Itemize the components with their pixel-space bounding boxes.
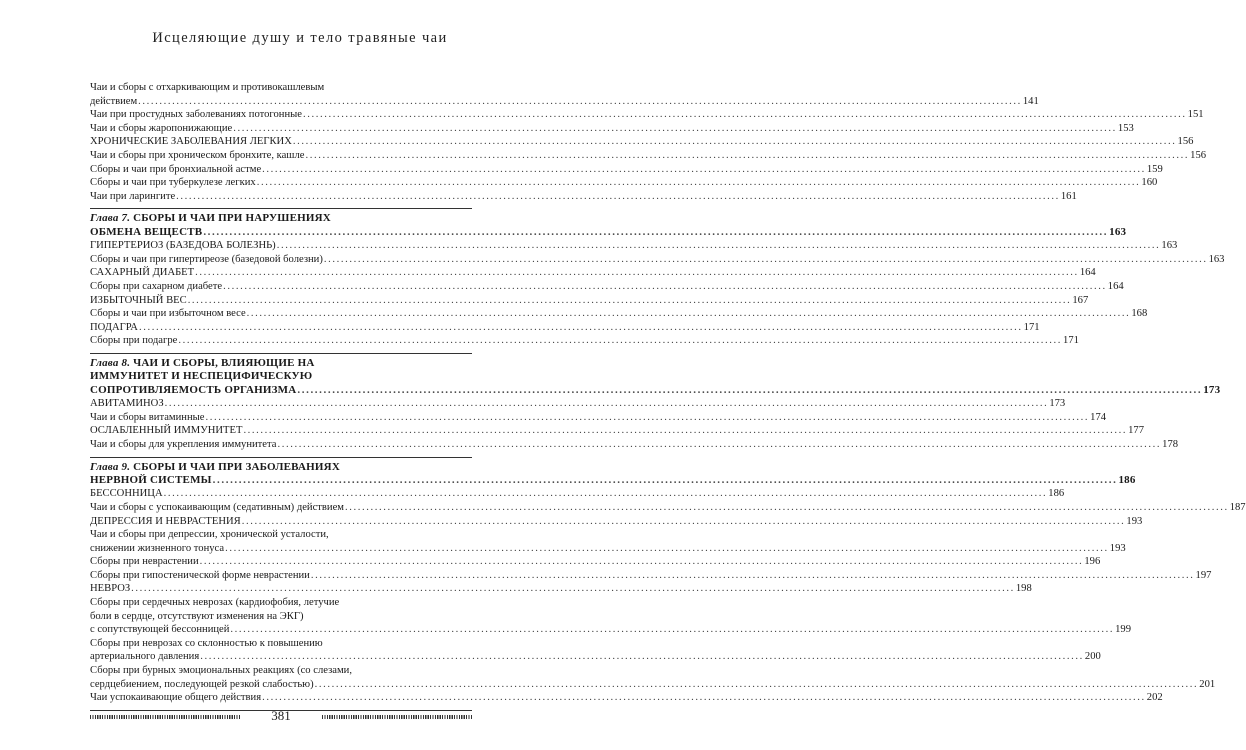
toc-entry-row [90, 569, 1212, 583]
toc-entry-title: Сборы и чаи при избыточном весе [90, 308, 246, 320]
toc-entry [90, 266, 1096, 280]
toc-entry-page: 141 [1022, 95, 1039, 107]
toc-entry-page: 198 [1015, 583, 1032, 595]
toc-entry-row [90, 307, 1148, 321]
toc-entry [90, 280, 1124, 294]
chapter-title-line [90, 357, 472, 370]
toc-entry-page: 177 [1128, 425, 1145, 437]
dot-leader [138, 95, 1022, 109]
chapter-heading [90, 356, 1221, 397]
toc-entry-title: Сборы и чаи при гипертиреозе (базедовой болезни) [90, 253, 323, 265]
toc-entry-row [90, 650, 1101, 664]
running-head: Исцеляющие душу и тело травяные чаи [152, 30, 448, 46]
dot-leader [277, 438, 1161, 452]
dot-leader [257, 176, 1141, 190]
toc-entry-row [90, 280, 1124, 294]
dot-leader [213, 474, 1118, 487]
dot-leader [200, 650, 1084, 664]
dot-leader [188, 294, 1072, 308]
toc-entry-title: снижении жизненного тонуса [90, 542, 225, 554]
toc-entry-page: 196 [1084, 556, 1101, 568]
toc-entry-row [90, 135, 1194, 149]
toc-entry-page: 153 [1117, 122, 1134, 134]
toc-entry-page: 156 [1177, 136, 1194, 148]
chapter-title-last: ОБМЕНА ВЕЩЕСТВ [90, 225, 203, 238]
toc-entry-page: 173 [1049, 398, 1066, 410]
toc-entry [90, 307, 1148, 321]
toc-entry-line: Чаи и сборы с отхаркивающим и противокашлевым [90, 82, 325, 93]
chapter-title-row [90, 383, 1221, 397]
toc-entry-row [90, 582, 1032, 596]
toc-entry-row [90, 411, 1107, 425]
toc-entry-page: 200 [1084, 651, 1101, 663]
toc-entry-page: 161 [1060, 190, 1077, 202]
toc-entry-title: ОСЛАБЛЕННЫЙ ИММУНИТЕТ [90, 425, 243, 437]
toc-entry-title: НЕВРОЗ [90, 583, 131, 595]
toc-entry-title: Чаи и сборы с успокаивающим (седативным) действием [90, 501, 345, 513]
toc-entry [90, 149, 1207, 163]
dot-leader [176, 190, 1060, 204]
chapter-title-row [90, 473, 1136, 487]
toc-entry-row [90, 95, 1039, 109]
dot-leader [131, 582, 1015, 596]
toc-entry-title: Чаи успокаивающие общего действия [90, 692, 262, 704]
toc-entry-title: Сборы и чаи при бронхиальной астме [90, 163, 262, 175]
toc-entry-title: БЕССОННИЦА [90, 488, 163, 500]
toc-entry-page: 167 [1072, 294, 1089, 306]
toc-entry-row [90, 176, 1158, 190]
chapter-title-line [90, 461, 472, 474]
toc-entry [90, 555, 1101, 569]
dot-leader [178, 334, 1062, 348]
toc-entry-title: Сборы при гипостенической форме неврастении [90, 569, 310, 581]
toc-entry [90, 515, 1143, 529]
chapter-title-row [90, 225, 1127, 239]
toc-entry-title: Чаи и сборы для укрепления иммунитета [90, 438, 277, 450]
toc-entry-title: ПОДАГРА [90, 321, 138, 333]
dot-leader [293, 135, 1177, 149]
toc-entry-page: 171 [1063, 335, 1079, 347]
chapter-title-last: СОПРОТИВЛЯЕМОСТЬ ОРГАНИЗМА [90, 383, 297, 396]
dot-leader [311, 569, 1195, 583]
toc-entry-row [90, 122, 1134, 136]
toc-entry-title: Чаи при простудных заболеваниях потогонные [90, 109, 302, 121]
toc-entry [90, 664, 1216, 691]
toc-entry [90, 135, 1194, 149]
toc-entry [90, 190, 1077, 204]
chapter-page: 163 [1109, 225, 1127, 238]
chapter-block [90, 208, 1225, 348]
chapter-block [90, 353, 1221, 452]
chapter-page: 173 [1203, 383, 1221, 396]
toc-entry-page: 197 [1195, 569, 1212, 581]
footer-ornament-right [322, 715, 472, 719]
chapter-title-text: СБОРЫ И ЧАИ ПРИ НАРУШЕНИЯХ [133, 212, 331, 225]
toc-entry-page: 178 [1162, 438, 1179, 450]
chapter-heading [90, 212, 1127, 239]
toc-entry [90, 691, 1163, 705]
toc-entry-line: Сборы при сердечных неврозах (кардиофобия, летучие [90, 597, 340, 609]
toc-entry-row [90, 266, 1096, 280]
toc-entry [90, 321, 1040, 335]
toc-entry [90, 176, 1158, 190]
toc-entry [90, 487, 1065, 501]
toc-entry [90, 163, 1163, 177]
toc-entry-title: действием [90, 95, 138, 107]
dot-leader [164, 487, 1048, 501]
toc-entry-row [90, 424, 1145, 438]
chapter-page: 186 [1118, 473, 1136, 486]
toc-entry-title: Сборы при подагре [90, 335, 178, 347]
toc-entry-row [90, 487, 1065, 501]
toc-entry-row [90, 321, 1040, 335]
dot-leader [139, 321, 1023, 335]
chapter-rule [90, 208, 472, 209]
toc-entry-title: ИЗБЫТОЧНЫЙ ВЕС [90, 294, 187, 306]
chapter-block [90, 457, 1246, 705]
dot-leader [305, 149, 1189, 163]
toc-entry-page: 202 [1146, 692, 1163, 704]
dot-leader [315, 678, 1199, 692]
toc-entry-row [90, 253, 1225, 267]
dot-leader [223, 280, 1107, 294]
toc-entry-page: 163 [1161, 240, 1178, 252]
dot-leader [165, 397, 1049, 411]
toc-entry-page: 186 [1048, 488, 1065, 500]
toc-entry-title: Сборы при сахарном диабете [90, 280, 223, 292]
dot-leader [345, 501, 1229, 515]
dot-leader [247, 307, 1131, 321]
dot-leader [200, 555, 1084, 569]
toc-entry-title: Чаи и сборы при хроническом бронхите, кашле [90, 149, 305, 161]
chapter-rule [90, 457, 472, 458]
toc-entry [90, 239, 1178, 253]
toc-entry [90, 122, 1134, 136]
dot-leader [195, 266, 1079, 280]
dot-leader [324, 253, 1208, 267]
toc-entry-row [90, 555, 1101, 569]
toc-entry [90, 569, 1212, 583]
toc-entry-row [90, 334, 1079, 348]
toc-entry [90, 334, 1079, 348]
toc-entry-page: 187 [1229, 501, 1246, 513]
chapter-number: Глава 7. [90, 212, 131, 225]
page-footer [90, 708, 472, 726]
toc-entry-page: 201 [1199, 678, 1216, 690]
toc-entry-page: 171 [1023, 321, 1040, 333]
page-number: 381 [271, 708, 291, 723]
chapter-number: Глава 8. [90, 356, 131, 369]
dot-leader [277, 239, 1161, 253]
toc-entry-title: артериального давления [90, 651, 200, 663]
toc-entry-page: 151 [1187, 109, 1204, 121]
toc-entry-row [90, 190, 1077, 204]
toc-entry-title: Сборы при неврастении [90, 556, 199, 568]
toc-entry-title: сердцебиением, последующей резкой слабостью) [90, 678, 314, 690]
toc-entry-page: 193 [1109, 542, 1126, 554]
dot-leader [203, 226, 1108, 239]
toc-entry-line: Сборы при неврозах со склонностью к повышению [90, 637, 323, 649]
chapter-title-last: НЕРВНОЙ СИСТЕМЫ [90, 473, 212, 486]
chapter-rule [90, 353, 472, 354]
table-of-contents [90, 81, 1246, 714]
toc-entry-title: Сборы и чаи при туберкулезе легких [90, 177, 256, 189]
toc-entry [90, 501, 1246, 515]
toc-entry-line: Чаи и сборы при депрессии, хронической усталости, [90, 529, 329, 541]
toc-entry-page: 168 [1131, 308, 1148, 320]
toc-entry [90, 81, 1039, 108]
toc-entry-title: Чаи и сборы жаропонижающие [90, 122, 233, 134]
toc-entry-row [90, 678, 1216, 692]
toc-entry-row [90, 542, 1126, 556]
toc-entry-title: ХРОНИЧЕСКИЕ ЗАБОЛЕВАНИЯ ЛЕГКИХ [90, 136, 292, 148]
toc-entry-row [90, 501, 1246, 515]
toc-entry-title: САХАРНЫЙ ДИАБЕТ [90, 267, 195, 279]
chapter-title-line [90, 370, 472, 383]
toc-entry-line: боли в сердце, отсутствуют изменения на ЭКГ) [90, 610, 304, 622]
toc-entry-title: ДЕПРЕССИЯ И НЕВРАСТЕНИЯ [90, 515, 241, 527]
toc-entry-row [90, 623, 1131, 637]
toc-entry-page: 163 [1208, 253, 1225, 265]
toc-entry-row [90, 294, 1089, 308]
toc-entry-title: Чаи при ларингите [90, 190, 176, 202]
dot-leader [230, 623, 1114, 637]
toc-entry-page: 160 [1141, 177, 1158, 189]
dot-leader [262, 163, 1146, 177]
toc-entry-row [90, 163, 1163, 177]
toc-entry-page: 164 [1107, 280, 1124, 292]
toc-entry [90, 108, 1204, 122]
toc-entry-row [90, 691, 1163, 705]
toc-entry [90, 397, 1066, 411]
dot-leader [243, 424, 1127, 438]
toc-entry-page: 174 [1090, 411, 1107, 423]
toc-entry-title: ГИПЕРТЕРИОЗ (БАЗЕДОВА БОЛЕЗНЬ) [90, 240, 276, 252]
dot-leader [297, 384, 1202, 397]
dot-leader [233, 122, 1117, 136]
dot-leader [225, 542, 1109, 556]
dot-leader [262, 691, 1146, 705]
toc-entry-page: 164 [1079, 267, 1096, 279]
toc-entry [90, 528, 1126, 555]
chapter-title-text: ЧАИ И СБОРЫ, ВЛИЯЮЩИЕ НА [133, 356, 315, 369]
toc-entry-page: 199 [1115, 624, 1131, 636]
toc-entry-row [90, 108, 1204, 122]
toc-chapters [90, 208, 1246, 710]
toc-entry-title: АВИТАМИНОЗ [90, 398, 164, 410]
toc-entry [90, 253, 1225, 267]
toc-entry-title: с сопутствующей бессонницей [90, 624, 230, 636]
toc-entry [90, 294, 1089, 308]
chapter-number: Глава 9. [90, 460, 131, 473]
toc-entry-title: Чаи и сборы витаминные [90, 411, 205, 423]
toc-entry-page: 159 [1146, 163, 1163, 175]
toc-pre-entries [90, 81, 1207, 203]
toc-entry-line: Сборы при бурных эмоциональных реакциях (со слезами, [90, 665, 352, 677]
toc-entry-row [90, 397, 1066, 411]
toc-entry [90, 411, 1107, 425]
toc-entry-row [90, 438, 1179, 452]
toc-entry [90, 637, 1101, 664]
dot-leader [205, 411, 1089, 425]
chapter-heading [90, 460, 1136, 488]
chapter-title-line [90, 212, 472, 225]
dot-leader [242, 515, 1126, 529]
toc-entry-page: 193 [1126, 515, 1143, 527]
toc-entry [90, 596, 1131, 637]
toc-entry [90, 438, 1179, 452]
dot-leader [303, 108, 1187, 122]
toc-entry-row [90, 515, 1143, 529]
chapter-title-text: ИММУНИТЕТ И НЕСПЕЦИФИЧЕСКУЮ [90, 370, 313, 383]
toc-entry [90, 582, 1032, 596]
toc-entry-row [90, 149, 1207, 163]
toc-entry-row [90, 239, 1178, 253]
toc-entry-page: 156 [1190, 149, 1207, 161]
toc-entry [90, 424, 1145, 438]
chapter-title-text: СБОРЫ И ЧАИ ПРИ ЗАБОЛЕВАНИЯХ [133, 460, 340, 473]
